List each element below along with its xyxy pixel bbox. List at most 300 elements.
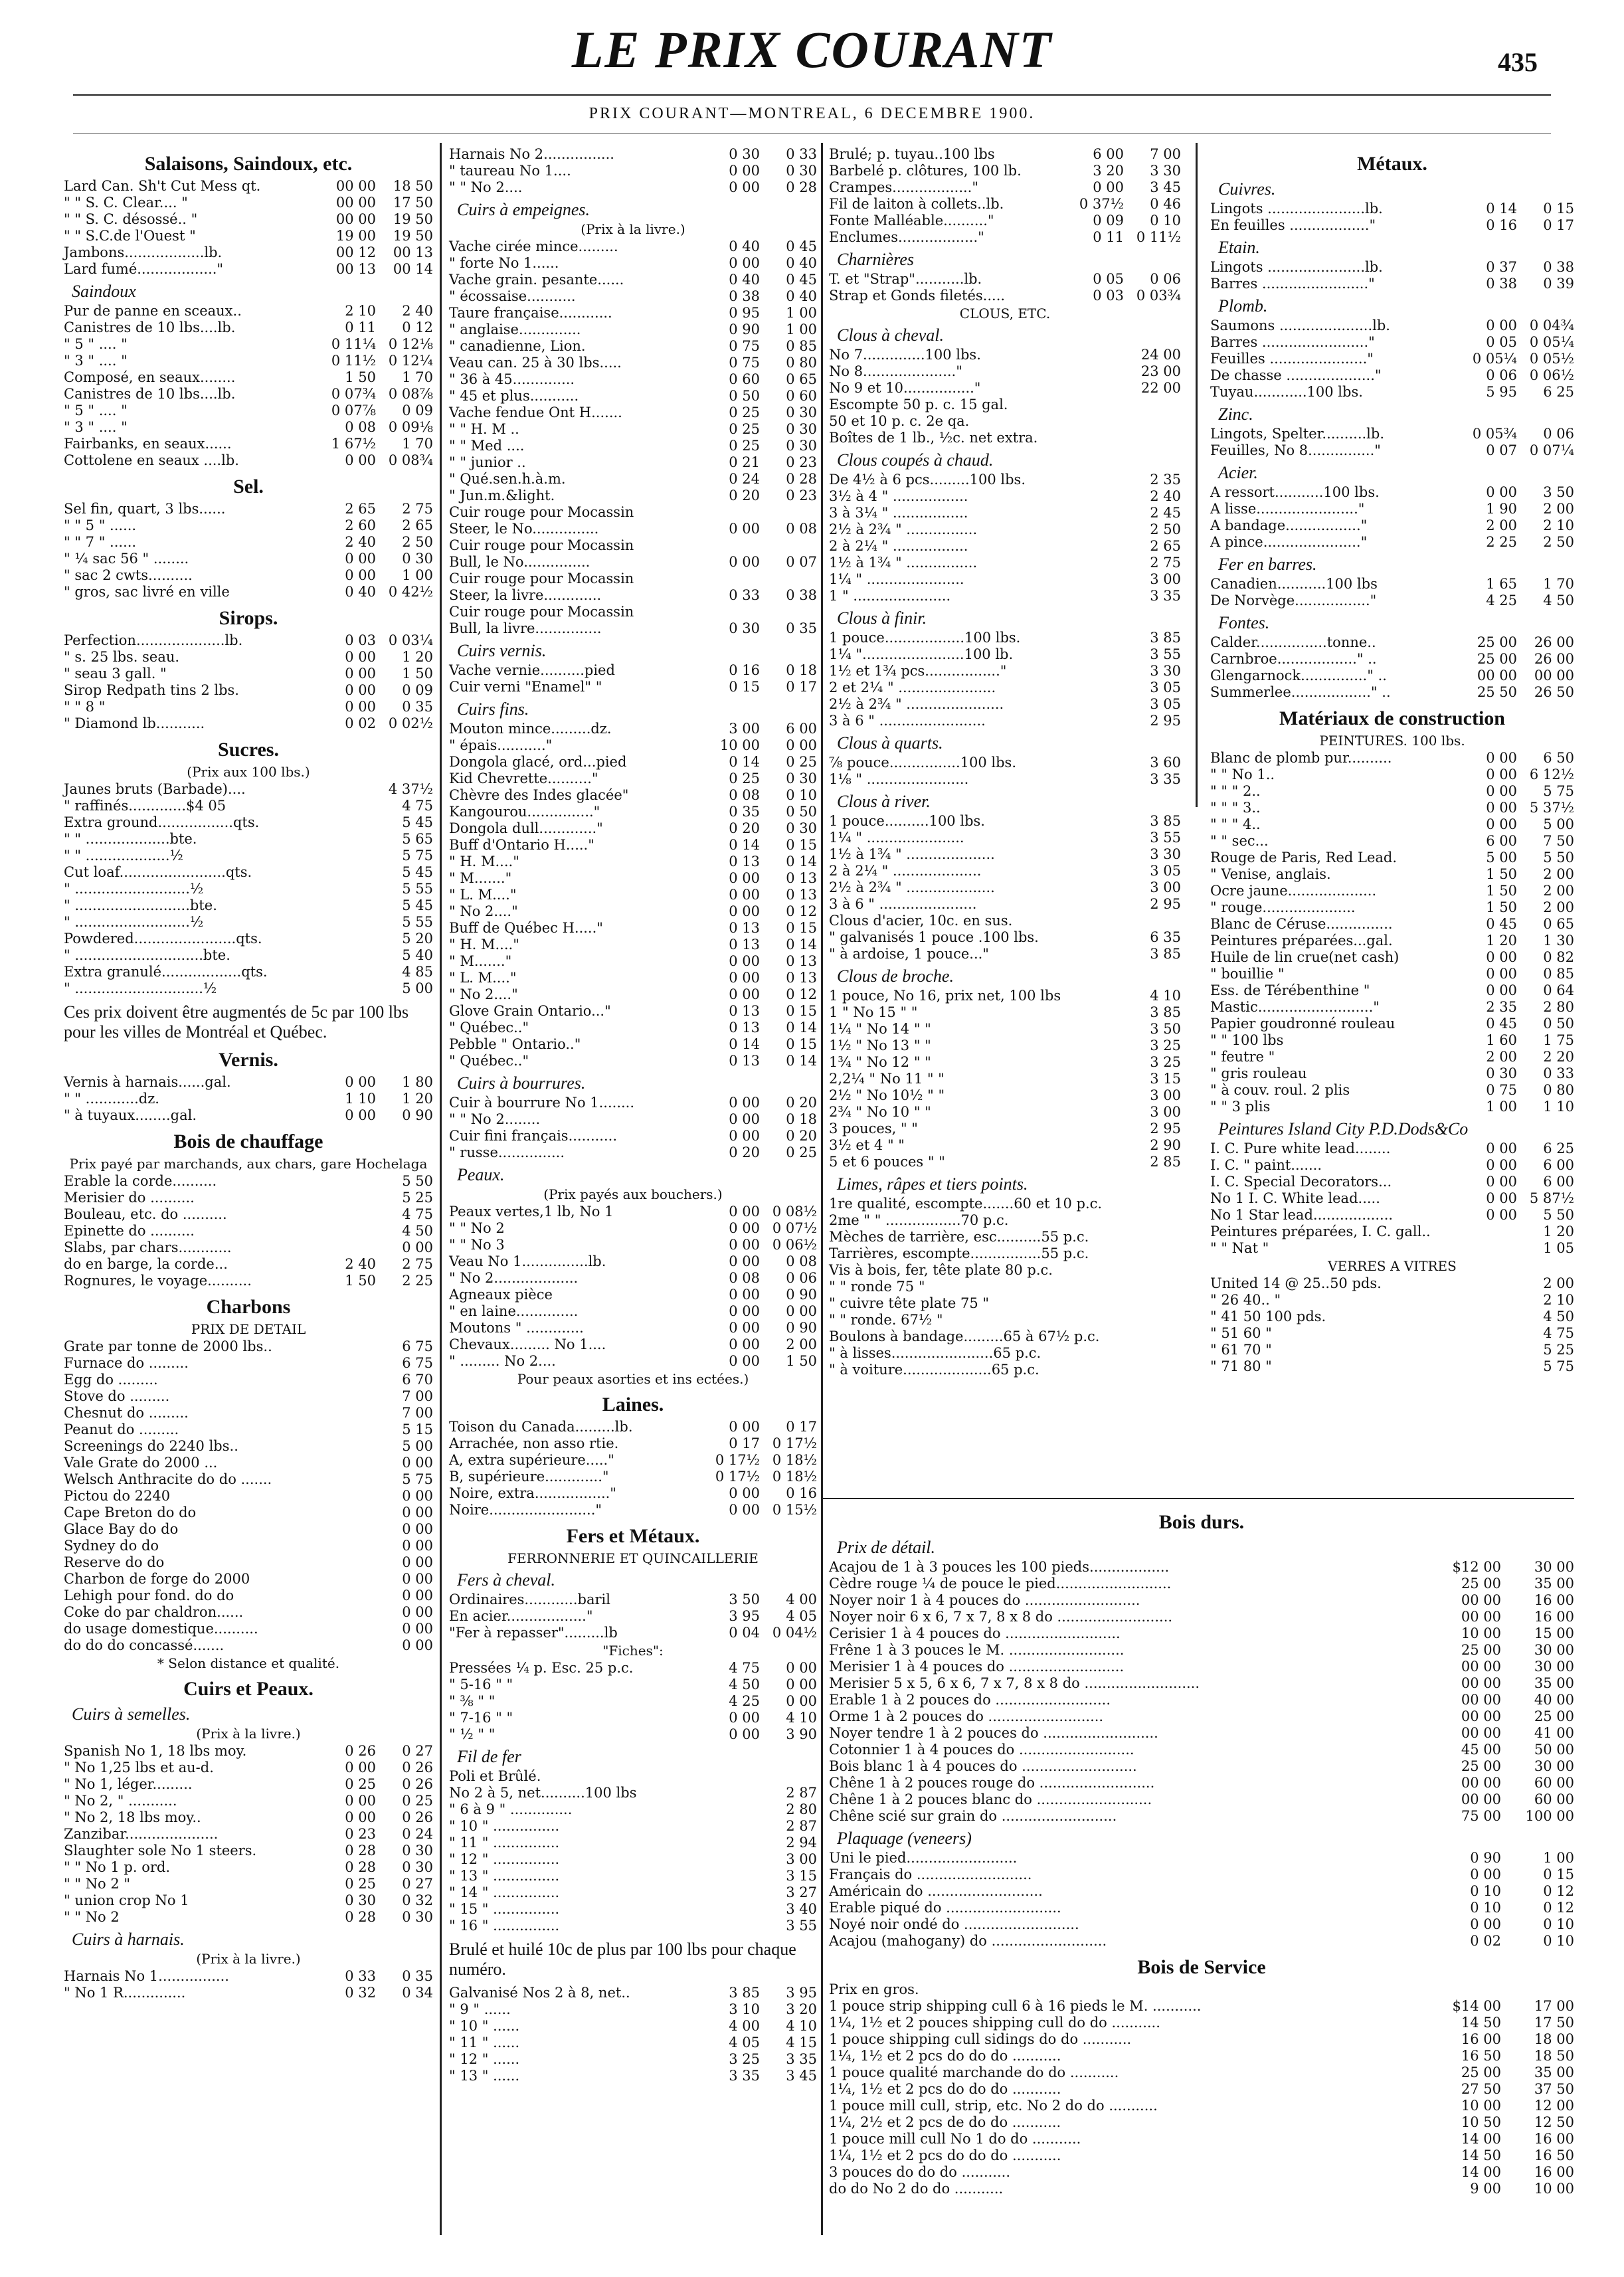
price-value: 0 07½ bbox=[772, 1220, 817, 1236]
price-value bbox=[703, 1785, 760, 1801]
item-label: Strap et Gonds filetés..... bbox=[829, 288, 1006, 304]
price-row bbox=[1210, 750, 1574, 767]
price-value: 10 00 bbox=[1461, 1625, 1501, 1641]
price-row bbox=[449, 1287, 817, 1303]
item-label: " feutre " bbox=[1210, 1049, 1275, 1065]
price-value: 0 14 bbox=[786, 1020, 817, 1036]
price-row bbox=[1210, 1309, 1574, 1325]
item-label: Vache fendue Ont H....... bbox=[449, 405, 622, 420]
price-value: 2 50 bbox=[402, 534, 433, 550]
price-row bbox=[829, 1212, 1181, 1229]
price-value: 0 20 bbox=[729, 820, 760, 836]
price-value: 1 00 bbox=[786, 305, 817, 321]
price-value: 0 23 bbox=[786, 488, 817, 503]
price-value bbox=[703, 1868, 760, 1884]
price-value: 3 00 bbox=[1150, 879, 1181, 895]
section-heading: Sucres. bbox=[218, 739, 279, 761]
item-label: " russe............... bbox=[449, 1144, 565, 1160]
price-row bbox=[1210, 1342, 1574, 1358]
price-value: 0 16 bbox=[786, 1485, 817, 1501]
price-value bbox=[1067, 929, 1124, 946]
price-row bbox=[829, 380, 1181, 397]
price-value bbox=[1102, 1196, 1141, 1212]
price-value: 0 15 bbox=[1543, 1867, 1574, 1882]
price-row bbox=[829, 1071, 1181, 1087]
section-note: Prix payé par marchands, aux chars, gare Hochelaga bbox=[69, 1156, 428, 1172]
price-value bbox=[1067, 430, 1124, 446]
price-value: $14 00 bbox=[1452, 1998, 1501, 2014]
price-value: 0 10 bbox=[1470, 1883, 1501, 1899]
item-label: " .............................bte. bbox=[64, 947, 230, 963]
item-label: Veau can. 25 à 30 lbs..... bbox=[449, 355, 622, 371]
price-row bbox=[1210, 1224, 1574, 1240]
price-value: 0 00 bbox=[402, 1637, 433, 1653]
price-value: 0 90 bbox=[786, 1287, 817, 1303]
price-value bbox=[319, 1471, 376, 1488]
price-value bbox=[1428, 1981, 1501, 1998]
price-value bbox=[1124, 1312, 1181, 1328]
price-row bbox=[829, 1054, 1181, 1071]
price-value: 4 25 bbox=[729, 1693, 760, 1709]
item-label: Stove do ......... bbox=[64, 1388, 170, 1404]
price-value: 0 14 bbox=[729, 754, 760, 770]
price-row bbox=[64, 452, 433, 469]
item-label: Uni le pied......................... bbox=[829, 1850, 1018, 1866]
price-value: 4 25 bbox=[1486, 592, 1517, 608]
price-value bbox=[1067, 1121, 1124, 1137]
price-value: 0 00 bbox=[402, 1588, 433, 1603]
price-value: 0 10 bbox=[1543, 1916, 1574, 1932]
price-value bbox=[703, 1818, 760, 1835]
price-value: 23 00 bbox=[1140, 363, 1181, 379]
price-value bbox=[1067, 588, 1124, 604]
price-value: 0 20 bbox=[729, 1144, 760, 1160]
price-value bbox=[1067, 1038, 1124, 1054]
price-value: 0 00 bbox=[729, 1502, 760, 1518]
price-row bbox=[829, 1295, 1181, 1312]
section-note: * Selon distance et qualité. bbox=[157, 1655, 340, 1671]
price-row bbox=[449, 1785, 817, 1801]
price-row bbox=[829, 1916, 1574, 1933]
price-value: 9 00 bbox=[1470, 2181, 1501, 2197]
price-value: 0 07¾ bbox=[331, 386, 376, 402]
price-value: 0 02 bbox=[345, 715, 376, 731]
price-value: 3 55 bbox=[786, 1918, 817, 1934]
price-value bbox=[1067, 1345, 1124, 1362]
price-value: 25 00 bbox=[1461, 1576, 1501, 1592]
item-label: " gros, sac livré en ville bbox=[64, 584, 230, 600]
price-row bbox=[829, 713, 1181, 729]
price-value: 0 39 bbox=[1543, 276, 1574, 292]
price-value: 0 21 bbox=[729, 454, 760, 470]
item-label: No 2 à 5, net..........100 lbs bbox=[449, 1785, 637, 1801]
price-row bbox=[449, 305, 817, 321]
item-label: " " No 2 bbox=[449, 1220, 505, 1236]
price-row bbox=[449, 1270, 817, 1287]
price-row bbox=[64, 632, 433, 649]
subsection-heading: Saindoux bbox=[72, 282, 136, 301]
price-value: 0 00 bbox=[729, 1253, 760, 1269]
price-value bbox=[1067, 505, 1124, 521]
price-value: 0 90 bbox=[1470, 1850, 1501, 1866]
item-label: " Québec.." bbox=[449, 1020, 529, 1036]
item-label: " 13 " ...... bbox=[449, 2068, 520, 2084]
price-value: 1 05 bbox=[1543, 1240, 1574, 1256]
price-value: 25 00 bbox=[1477, 634, 1517, 650]
price-row bbox=[829, 413, 1181, 430]
item-label: Lard Can. Sh't Cut Mess qt. bbox=[64, 178, 261, 194]
price-value: 3 25 bbox=[729, 2051, 760, 2067]
item-label: " 3 " .... " bbox=[64, 419, 128, 435]
column-divider bbox=[821, 143, 823, 2235]
item-label: Ess. de Térébenthine " bbox=[1210, 982, 1370, 998]
price-row bbox=[1210, 1190, 1574, 1207]
price-value: 2 80 bbox=[786, 1801, 817, 1817]
price-value: 0 00 bbox=[729, 1095, 760, 1111]
price-row bbox=[829, 2048, 1574, 2064]
price-value: 18 00 bbox=[1534, 2031, 1574, 2047]
price-value bbox=[319, 947, 376, 964]
price-value: 0 45 bbox=[786, 272, 817, 288]
price-value: 0 40 bbox=[786, 288, 817, 304]
price-value: 0 45 bbox=[1486, 1016, 1517, 1032]
price-row bbox=[64, 1826, 433, 1843]
item-label: " No 1, léger......... bbox=[64, 1776, 193, 1792]
price-value: 0 65 bbox=[786, 371, 817, 387]
price-value bbox=[319, 897, 376, 914]
price-value: 4 10 bbox=[786, 1710, 817, 1726]
price-value bbox=[703, 1918, 760, 1934]
item-label: " 36 à 45.............. bbox=[449, 371, 575, 387]
price-row bbox=[829, 1883, 1574, 1900]
item-label: Barbelé p. clôtures, 100 lb. bbox=[829, 163, 1022, 179]
item-label: Pebble " Ontario.." bbox=[449, 1036, 581, 1052]
price-value: 5 75 bbox=[1543, 783, 1574, 799]
price-row bbox=[449, 421, 817, 438]
price-value: 0 11½ bbox=[1136, 229, 1181, 245]
price-value: 3 30 bbox=[1150, 163, 1181, 179]
price-row bbox=[64, 1892, 433, 1909]
price-row bbox=[64, 1521, 433, 1538]
price-value: 5 50 bbox=[1543, 1207, 1574, 1223]
item-label: Acajou de 1 à 3 pouces les 100 pieds.................. bbox=[829, 1559, 1170, 1575]
price-value: 0 25 bbox=[786, 754, 817, 770]
notice-text: Brulé et huilé 10c de plus par 100 lbs pour chaque numéro. bbox=[449, 1940, 796, 1979]
price-value: 0 05¾ bbox=[1472, 426, 1517, 442]
item-label: 1re qualité, escompte.......60 et 10 p.c. bbox=[829, 1196, 1103, 1212]
price-value: 00 00 bbox=[1477, 668, 1517, 683]
price-row bbox=[64, 228, 433, 244]
price-value: 0 30 bbox=[1486, 1065, 1517, 1081]
price-value bbox=[319, 980, 376, 997]
price-value: 0 00 bbox=[729, 1287, 760, 1303]
item-label: 1 pouce, No 16, prix net, 100 lbs bbox=[829, 988, 1061, 1004]
price-value: 0 40 bbox=[786, 255, 817, 271]
item-label: 1¼ " ...................... bbox=[829, 571, 964, 587]
price-value: 6 25 bbox=[1543, 1140, 1574, 1156]
price-value: 0 00 bbox=[786, 1677, 817, 1692]
price-value: 35 00 bbox=[1534, 1576, 1574, 1592]
price-value: 0 13 bbox=[729, 854, 760, 869]
price-value bbox=[1067, 571, 1124, 588]
item-label: Boîtes de 1 lb., ½c. net extra. bbox=[829, 430, 1038, 446]
price-value: 2 25 bbox=[402, 1273, 433, 1289]
price-value: 0 09⅛ bbox=[388, 419, 433, 435]
price-value bbox=[319, 781, 376, 798]
price-value bbox=[703, 504, 760, 521]
price-value: 0 09 bbox=[1093, 213, 1124, 228]
item-label: Barres ........................" bbox=[1210, 276, 1375, 292]
section-note: FERRONNERIE ET QUINCAILLERIE bbox=[507, 1550, 759, 1566]
item-label: Moutons " ............. bbox=[449, 1320, 584, 1336]
price-row bbox=[449, 163, 817, 179]
price-value: 1 10 bbox=[345, 1091, 376, 1107]
item-label: Buff d'Ontario H....." bbox=[449, 837, 594, 853]
price-value bbox=[1142, 1196, 1181, 1212]
price-value bbox=[1067, 680, 1124, 696]
price-row bbox=[1210, 634, 1574, 651]
price-value: 0 00 bbox=[345, 1074, 376, 1090]
price-value bbox=[319, 864, 376, 881]
item-label: 2 et 2¼ " ...................... bbox=[829, 680, 996, 695]
price-value: 0 00 bbox=[729, 1710, 760, 1726]
item-label: " " 8 " bbox=[64, 699, 106, 715]
price-value: 0 05½ bbox=[1529, 351, 1574, 367]
price-row bbox=[64, 1985, 433, 2001]
item-label: Canadien...........100 lbs bbox=[1210, 576, 1378, 592]
item-label: A, extra supérieure....." bbox=[449, 1452, 614, 1468]
price-value: 1 65 bbox=[1486, 576, 1517, 592]
price-row bbox=[829, 1791, 1574, 1808]
price-value: 0 00 bbox=[402, 1571, 433, 1587]
price-row bbox=[829, 1592, 1574, 1609]
price-value: 6 35 bbox=[1150, 929, 1181, 945]
price-row bbox=[449, 1693, 817, 1710]
item-label: " à tuyaux........gal. bbox=[64, 1107, 197, 1123]
item-label: Welsch Anthracite do do ....... bbox=[64, 1471, 272, 1487]
price-value bbox=[703, 1835, 760, 1851]
price-row bbox=[829, 397, 1181, 413]
price-row bbox=[449, 1353, 817, 1370]
item-label: " " S.C.de l'Ouest " bbox=[64, 228, 196, 244]
price-value: 0 85 bbox=[1543, 966, 1574, 982]
item-label: Erable 1 à 2 pouces do .......................... bbox=[829, 1692, 1111, 1708]
item-label: " 51 60 " bbox=[1210, 1325, 1272, 1341]
price-value: 0 40 bbox=[345, 584, 376, 600]
price-row bbox=[829, 813, 1181, 830]
price-value: 3 30 bbox=[1150, 663, 1181, 679]
price-row bbox=[1210, 367, 1574, 384]
price-value bbox=[1460, 1224, 1517, 1240]
price-value: 0 07 bbox=[1486, 442, 1517, 458]
price-value: 0 33 bbox=[729, 587, 760, 603]
price-value: 14 00 bbox=[1461, 2164, 1501, 2180]
price-value: 2 10 bbox=[1543, 1292, 1574, 1308]
price-value: 7 00 bbox=[402, 1388, 433, 1404]
price-row bbox=[449, 1818, 817, 1835]
price-value bbox=[1501, 1981, 1574, 1998]
price-value: 2 75 bbox=[402, 501, 433, 517]
price-value: 2 00 bbox=[1543, 1275, 1574, 1291]
price-value: 17 00 bbox=[1534, 1998, 1574, 2014]
price-row bbox=[64, 211, 433, 228]
item-label: Galvanisé Nos 2 à 8, net.. bbox=[449, 1985, 630, 2001]
price-value: 3 15 bbox=[1150, 1071, 1181, 1087]
item-label: 3½ à 4 " ................. bbox=[829, 488, 968, 504]
price-value: 2 25 bbox=[1486, 534, 1517, 550]
price-row bbox=[449, 970, 817, 986]
price-value: 0 00 bbox=[345, 1793, 376, 1809]
price-value: 0 25 bbox=[402, 1793, 433, 1809]
price-value: 0 13 bbox=[786, 970, 817, 986]
price-row bbox=[829, 771, 1181, 788]
price-value: 00 13 bbox=[335, 261, 376, 277]
item-label: " " 100 lbs bbox=[1210, 1032, 1284, 1048]
price-value bbox=[1067, 896, 1124, 913]
item-label: Peanut do ......... bbox=[64, 1421, 179, 1437]
price-value bbox=[1067, 488, 1124, 505]
item-label: 1¼, 2½ et 2 pcs de do do ........... bbox=[829, 2114, 1061, 2130]
price-row bbox=[829, 146, 1181, 163]
item-label: " s. 25 lbs. seau. bbox=[64, 649, 180, 665]
price-value: 0 00 bbox=[1486, 318, 1517, 333]
section-note: (Prix à la livre.) bbox=[196, 1951, 301, 1967]
price-value: 100 00 bbox=[1525, 1808, 1574, 1824]
price-column-2 bbox=[449, 146, 817, 2084]
price-row bbox=[829, 1758, 1574, 1775]
item-label: Boulons à bandage.........65 à 67½ p.c. bbox=[829, 1328, 1100, 1344]
price-row bbox=[829, 696, 1181, 713]
price-row bbox=[829, 879, 1181, 896]
price-value: 0 46 bbox=[1150, 196, 1181, 212]
item-label: Chevaux......... No 1.... bbox=[449, 1336, 606, 1352]
subsection-heading: Cuirs à bourrures. bbox=[457, 1073, 586, 1093]
price-value: 1 00 bbox=[786, 321, 817, 337]
price-row bbox=[64, 517, 433, 534]
item-label: " union crop No 1 bbox=[64, 1892, 189, 1908]
price-value: 2 65 bbox=[1150, 538, 1181, 554]
price-value: 0 04¾ bbox=[1529, 318, 1574, 333]
price-value: 0 06 bbox=[786, 1270, 817, 1286]
price-value bbox=[319, 931, 376, 947]
column-divider bbox=[440, 143, 442, 2235]
price-value bbox=[1124, 397, 1181, 413]
price-value: 4 10 bbox=[786, 2018, 817, 2034]
price-row bbox=[829, 163, 1181, 179]
price-row bbox=[829, 1021, 1181, 1038]
price-row bbox=[1210, 426, 1574, 442]
price-value: 0 40 bbox=[729, 272, 760, 288]
price-row bbox=[449, 1452, 817, 1469]
price-value: 2 87 bbox=[786, 1785, 817, 1801]
section-heading: Sirops. bbox=[219, 607, 278, 629]
item-label: Kid Chevrette.........." bbox=[449, 771, 598, 786]
price-value bbox=[319, 1621, 376, 1637]
price-row bbox=[64, 666, 433, 682]
price-value bbox=[319, 1488, 376, 1504]
price-row bbox=[829, 1642, 1574, 1659]
price-value: 2 00 bbox=[1543, 899, 1574, 915]
price-value bbox=[1067, 1295, 1124, 1312]
price-value: 0 00 bbox=[402, 1538, 433, 1554]
price-value: 0 00 bbox=[729, 1320, 760, 1336]
price-row bbox=[829, 2147, 1574, 2164]
price-row bbox=[64, 178, 433, 195]
price-value: 0 24 bbox=[729, 471, 760, 487]
price-row bbox=[1210, 276, 1574, 292]
price-row bbox=[1210, 1275, 1574, 1292]
price-value: 1 70 bbox=[1543, 576, 1574, 592]
item-label: No 1 I. C. White lead..... bbox=[1210, 1190, 1380, 1206]
item-label: Sel fin, quart, 3 lbs...... bbox=[64, 501, 226, 517]
price-value: 0 38 bbox=[1486, 276, 1517, 292]
price-row bbox=[64, 501, 433, 517]
price-value: 0 00 bbox=[1486, 982, 1517, 998]
price-row bbox=[449, 920, 817, 937]
item-label: No 8....................." bbox=[829, 363, 962, 379]
price-value: 0 38 bbox=[786, 587, 817, 603]
price-value: 30 00 bbox=[1534, 1758, 1574, 1774]
price-value: 0 05¼ bbox=[1529, 334, 1574, 350]
subsection-heading: Cuirs à empeignes. bbox=[457, 200, 590, 219]
item-label: Chêne 1 à 2 pouces rouge do .......................... bbox=[829, 1775, 1155, 1791]
price-row bbox=[64, 947, 433, 964]
price-row bbox=[449, 804, 817, 820]
price-value: 3 10 bbox=[729, 2001, 760, 2017]
price-value: 4 00 bbox=[729, 2018, 760, 2034]
price-value: 3 30 bbox=[1150, 846, 1181, 862]
price-row bbox=[449, 238, 817, 255]
price-row bbox=[829, 488, 1181, 505]
price-value: 0 25 bbox=[345, 1776, 376, 1792]
price-row bbox=[449, 604, 817, 620]
price-value: 0 32 bbox=[402, 1892, 433, 1908]
price-value: 0 35 bbox=[729, 804, 760, 820]
price-value: 0 06½ bbox=[772, 1237, 817, 1253]
price-value: 6 12½ bbox=[1529, 767, 1574, 782]
price-value: 0 11¼ bbox=[331, 336, 376, 352]
price-value: 5 50 bbox=[402, 1173, 433, 1189]
price-value: 0 07¼ bbox=[1529, 442, 1574, 458]
price-value bbox=[319, 1588, 376, 1604]
price-value bbox=[1099, 1328, 1140, 1345]
price-value: 0 08 bbox=[729, 787, 760, 803]
item-label: Dongola glacé, ord...pied bbox=[449, 754, 627, 770]
notice-text: Ces prix doivent être augmentés de 5c par 100 lbs pour les villes de Montréal et Québec. bbox=[64, 1002, 409, 1042]
price-row bbox=[829, 863, 1181, 879]
item-label: Calder................tonne.. bbox=[1210, 634, 1376, 650]
price-row bbox=[829, 1137, 1181, 1154]
price-row bbox=[449, 554, 817, 571]
item-label: " " S. C. désossé.. " bbox=[64, 211, 198, 227]
price-value: 0 18½ bbox=[772, 1452, 817, 1468]
price-value bbox=[1067, 380, 1124, 397]
price-value: 1 50 bbox=[345, 369, 376, 385]
price-value: 45 00 bbox=[1461, 1742, 1501, 1758]
price-value: 0 08 bbox=[345, 419, 376, 435]
price-value bbox=[1067, 946, 1124, 962]
price-value: 0 25 bbox=[729, 438, 760, 454]
price-row bbox=[64, 1793, 433, 1809]
price-value: 30 00 bbox=[1534, 1659, 1574, 1675]
price-row bbox=[64, 897, 433, 914]
price-row bbox=[449, 662, 817, 679]
price-value bbox=[1067, 1137, 1124, 1154]
price-value: 0 26 bbox=[345, 1743, 376, 1759]
price-row bbox=[64, 964, 433, 980]
price-value: 0 00 bbox=[729, 986, 760, 1002]
item-label: 3 pouces do do do ........... bbox=[829, 2164, 1010, 2180]
